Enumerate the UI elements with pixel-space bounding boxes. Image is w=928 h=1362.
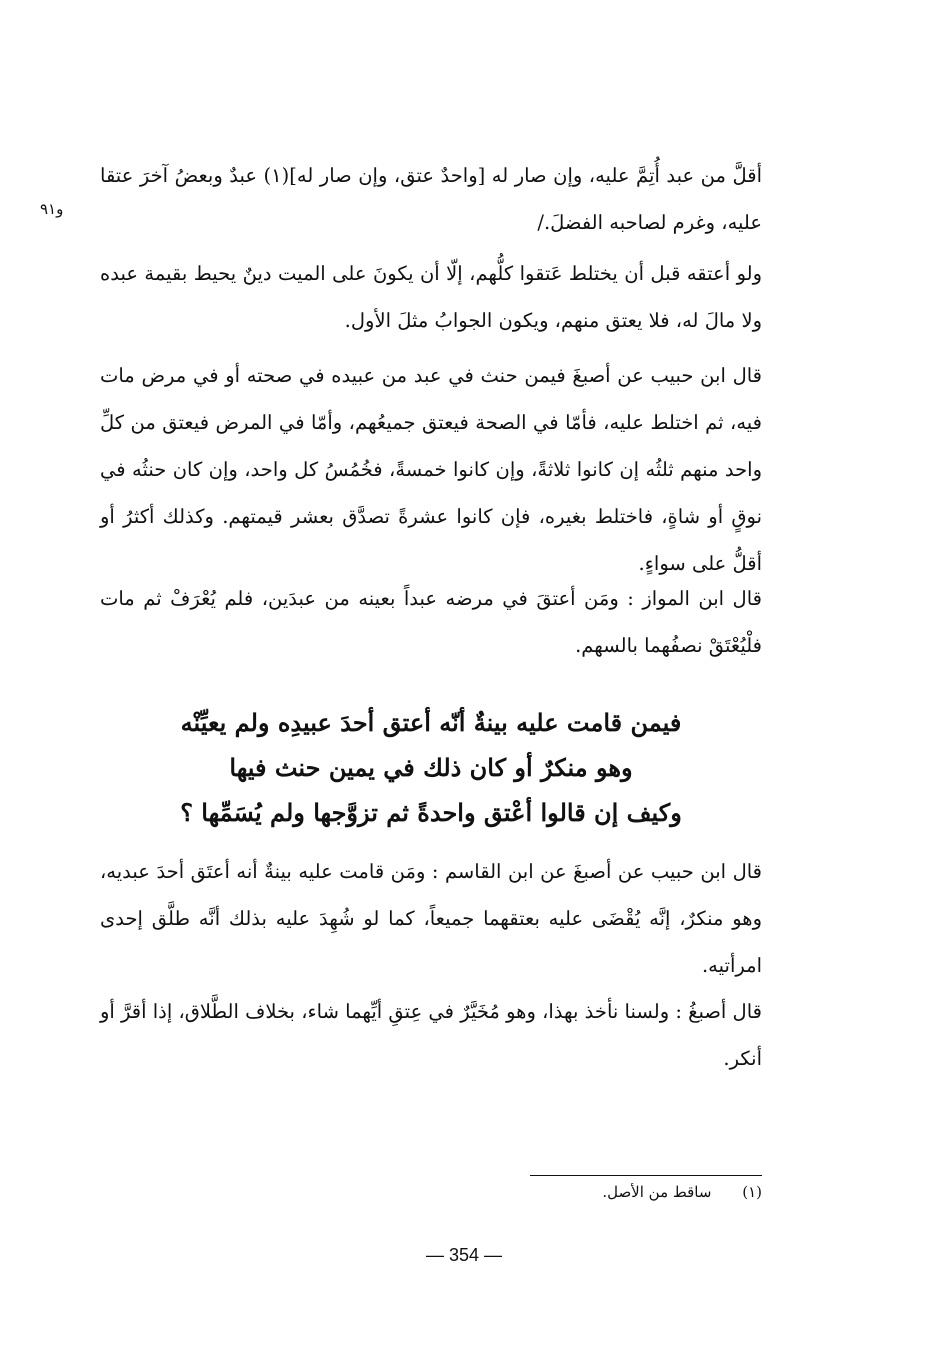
paragraph: أقلَّ من عبد أُتِمَّ عليه، وإن صار له [واحدٌ عتق، وإن صار له](١) عبدٌ وبعضُ آخرَ عتقا عليه، وغرم لصاحبه الفضلَ./ bbox=[100, 164, 763, 234]
paragraph: قال ابن حبيب عن أصبغَ عن ابن القاسم : ومَن قامت عليه بينةٌ أنه أعتَق أحدَ عبديه، وهو منكرٌ، إنَّه يُقْضَى عليه بعتقهما جميعاً، كما لو شُهِدَ عليه بذلك أنَّه طلَّق إحدى امرأتيه. bbox=[100, 860, 762, 977]
footnote-number: (١) bbox=[742, 1183, 762, 1201]
heading-line: فيمن قامت عليه بينةٌ أنّه أعتق أحدَ عبيدِه ولم يعيِّنْه bbox=[180, 708, 682, 737]
page-number: — 354 — bbox=[425, 1245, 503, 1265]
margin-folio-note: و٩١ bbox=[40, 200, 64, 218]
heading-line: وهو منكرٌ أو كان ذلك في يمين حنث فيها bbox=[229, 753, 633, 782]
heading-line: وكيف إن قالوا أعْتق واحدةً ثم تزوَّجها ولم يُسَمِّها ؟ bbox=[180, 798, 682, 827]
section-heading bbox=[100, 700, 762, 835]
paragraph: قال أصبغُ : ولسنا نأخذ بهذا، وهو مُخَيَّرٌ في عِتقِ أيِّهما شاء، بخلاف الطَّلاق، إذا أقرَّ أو أنكر. bbox=[100, 1000, 762, 1070]
paragraph: ولو أعتقه قبل أن يختلط عَتقوا كلُّهم، إلّا أن يكونَ على الميت دينٌ يحيط بقيمة عبده ولا مالَ له، فلا يعتق منهم، ويكون الجوابُ مثلَ الأول. bbox=[100, 262, 762, 332]
paragraph: قال ابن المواز : ومَن أعتقَ في مرضه عبداً بعينه من عبدَين، فلم يُعْرَفْ ثم مات فلْيُعْتَقْ نصفُهما بالسهم. bbox=[100, 587, 762, 657]
footnote bbox=[540, 1183, 762, 1201]
footnote-divider bbox=[530, 1175, 762, 1176]
paragraph: قال ابن حبيب عن أصبغَ فيمن حنث في عبد من عبيده في صحته أو في مرض مات فيه، ثم اختلط عليه، فأمّا في الصحة فيعتق جميعُهم، وأمّا في المرض فيعتق من كلِّ واحد منهم ثلثُه إن كانوا ثلاثةً، وإن كانوا خمسةً، فخُمُسُ كل واحد، وإن كان حنثُه في نوقٍ أو شاةٍ، فاختلط بغيره، فإن كانوا عشرةً تصدَّق بعشر قيمتهم. وكذلك أكثرُ أو أقلُّ على سواءٍ. bbox=[100, 364, 762, 575]
opening-paragraph bbox=[100, 152, 762, 246]
footnote-text: ساقط من الأصل. bbox=[602, 1183, 712, 1201]
